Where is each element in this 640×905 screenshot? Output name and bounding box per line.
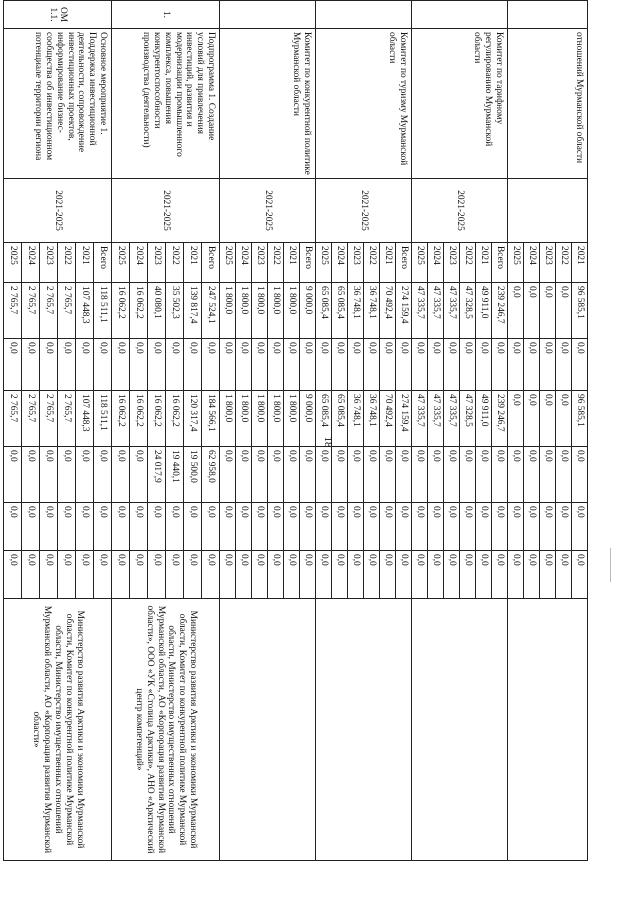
table-row (202, 1, 220, 861)
amount-cell: 0,0 (428, 503, 444, 551)
amount-cell: 1 800,0 (252, 283, 268, 339)
year-cell: 2025 (4, 243, 22, 283)
year-cell: 2021 (380, 243, 396, 283)
amount-cell: 0,0 (380, 339, 396, 391)
year-cell: 2023 (540, 243, 556, 283)
amount-cell: 0,0 (444, 551, 460, 599)
scan-artifact (610, 548, 611, 582)
row-number: 1. (112, 1, 220, 29)
row-period: 2021-2025 (220, 179, 316, 243)
amount-cell: 0,0 (202, 503, 220, 551)
row-number (220, 1, 316, 29)
amount-cell: 0,0 (40, 339, 58, 391)
amount-cell: 274 159,4 (396, 283, 412, 339)
amount-cell: 0,0 (428, 447, 444, 503)
amount-cell: 16 062,2 (148, 391, 166, 447)
amount-cell: 0,0 (252, 447, 268, 503)
year-cell: 2021 (284, 243, 300, 283)
amount-cell: 0,0 (166, 339, 184, 391)
amount-cell: 2 765,7 (40, 391, 58, 447)
amount-cell: 0,0 (332, 503, 348, 551)
amount-cell: 2 765,7 (40, 283, 58, 339)
amount-cell: 0,0 (94, 339, 112, 391)
amount-cell: 0,0 (460, 551, 476, 599)
amount-cell: 2 765,7 (4, 283, 22, 339)
amount-cell: 0,0 (524, 447, 540, 503)
amount-cell: 0,0 (492, 447, 508, 503)
amount-cell: 2 765,7 (58, 391, 76, 447)
amount-cell: 65 085,4 (316, 283, 332, 339)
amount-cell: 0,0 (396, 551, 412, 599)
amount-cell: 0,0 (556, 391, 572, 447)
amount-cell: 0,0 (112, 503, 130, 551)
amount-cell: 0,0 (40, 551, 58, 599)
year-cell: 2022 (166, 243, 184, 283)
amount-cell: 0,0 (316, 447, 332, 503)
row-name: Комитет по тарифному регулированию Мурманской области (412, 29, 508, 179)
amount-cell: 24 017,9 (148, 447, 166, 503)
amount-cell: 0,0 (476, 551, 492, 599)
amount-cell: 0,0 (348, 447, 364, 503)
amount-cell: 0,0 (284, 339, 300, 391)
row-number (316, 1, 412, 29)
year-cell: 2021 (184, 243, 202, 283)
amount-cell: 2 765,7 (58, 283, 76, 339)
amount-cell: 0,0 (476, 339, 492, 391)
amount-cell: 49 911,0 (476, 391, 492, 447)
amount-cell: 0,0 (76, 503, 94, 551)
amount-cell: 0,0 (252, 551, 268, 599)
table-row (572, 1, 588, 861)
row-number (412, 1, 508, 29)
year-cell: Всего (94, 243, 112, 283)
amount-cell: 0,0 (508, 339, 524, 391)
amount-cell: 47 328,5 (460, 391, 476, 447)
amount-cell: 70 492,4 (380, 391, 396, 447)
amount-cell: 49 911,0 (476, 283, 492, 339)
amount-cell: 0,0 (4, 551, 22, 599)
year-cell: 2025 (112, 243, 130, 283)
amount-cell: 0,0 (300, 447, 316, 503)
amount-cell: 0,0 (284, 447, 300, 503)
funding-table (3, 0, 588, 861)
amount-cell: 0,0 (540, 503, 556, 551)
amount-cell: 0,0 (540, 339, 556, 391)
amount-cell: 184 566,1 (202, 391, 220, 447)
amount-cell: 0,0 (364, 551, 380, 599)
page-number: 18 (322, 436, 334, 448)
amount-cell: 0,0 (58, 447, 76, 503)
amount-cell: 0,0 (396, 503, 412, 551)
amount-cell: 0,0 (22, 339, 40, 391)
amount-cell: 0,0 (540, 447, 556, 503)
amount-cell: 0,0 (76, 339, 94, 391)
amount-cell: 0,0 (76, 447, 94, 503)
amount-cell: 16 062,2 (130, 283, 148, 339)
row-name: Подпрограмма 1. Создание условий для привлечения инвестиций, развития и модернизации промышленного комплекса, повышения конкурентоспособности производства (деятельности) (112, 29, 220, 179)
amount-cell: 0,0 (316, 339, 332, 391)
amount-cell: 0,0 (4, 447, 22, 503)
amount-cell: 0,0 (332, 447, 348, 503)
amount-cell: 47 335,7 (444, 391, 460, 447)
amount-cell: 0,0 (428, 339, 444, 391)
amount-cell: 0,0 (556, 551, 572, 599)
amount-cell: 0,0 (202, 339, 220, 391)
amount-cell: 0,0 (412, 551, 428, 599)
row-name: отношений Мурманской области (508, 29, 588, 179)
amount-cell: 19 500,0 (184, 447, 202, 503)
amount-cell: 0,0 (524, 551, 540, 599)
amount-cell: 47 335,7 (444, 283, 460, 339)
amount-cell: 0,0 (396, 447, 412, 503)
rotated-page (3, 0, 588, 860)
amount-cell: 0,0 (184, 551, 202, 599)
amount-cell: 0,0 (572, 551, 588, 599)
amount-cell: 1 800,0 (284, 391, 300, 447)
amount-cell: 0,0 (130, 339, 148, 391)
amount-cell: 0,0 (412, 447, 428, 503)
row-period: 2021-2025 (112, 179, 220, 243)
amount-cell: 96 585,1 (572, 391, 588, 447)
amount-cell: 0,0 (540, 391, 556, 447)
year-cell: 2023 (252, 243, 268, 283)
amount-cell: 0,0 (220, 551, 236, 599)
year-cell: 2021 (476, 243, 492, 283)
amount-cell: 0,0 (4, 339, 22, 391)
table-row (396, 1, 412, 861)
amount-cell: 2 765,7 (22, 391, 40, 447)
year-cell: 2021 (572, 243, 588, 283)
amount-cell: 0,0 (184, 503, 202, 551)
amount-cell: 0,0 (492, 503, 508, 551)
year-cell: 2021 (76, 243, 94, 283)
amount-cell: 0,0 (112, 551, 130, 599)
amount-cell: 0,0 (332, 339, 348, 391)
amount-cell: 0,0 (508, 447, 524, 503)
amount-cell: 2 765,7 (22, 283, 40, 339)
amount-cell: 0,0 (364, 503, 380, 551)
amount-cell: 16 062,2 (166, 391, 184, 447)
amount-cell: 118 511,1 (94, 391, 112, 447)
amount-cell: 0,0 (380, 551, 396, 599)
amount-cell: 0,0 (220, 339, 236, 391)
year-cell: Всего (202, 243, 220, 283)
amount-cell: 35 502,3 (166, 283, 184, 339)
amount-cell: 0,0 (300, 339, 316, 391)
year-cell: 2023 (444, 243, 460, 283)
table-row (492, 1, 508, 861)
amount-cell: 1 800,0 (220, 391, 236, 447)
row-number (508, 1, 588, 29)
amount-cell: 0,0 (130, 551, 148, 599)
amount-cell: 0,0 (508, 283, 524, 339)
amount-cell: 0,0 (300, 503, 316, 551)
amount-cell: 0,0 (524, 391, 540, 447)
amount-cell: 0,0 (364, 447, 380, 503)
amount-cell: 0,0 (252, 503, 268, 551)
row-period: 2021-2025 (316, 179, 412, 243)
amount-cell: 1 800,0 (268, 391, 284, 447)
amount-cell: 0,0 (316, 551, 332, 599)
amount-cell: 2 765,7 (4, 391, 22, 447)
amount-cell: 0,0 (556, 447, 572, 503)
amount-cell: 0,0 (148, 503, 166, 551)
amount-cell: 16 062,2 (130, 391, 148, 447)
amount-cell: 0,0 (348, 503, 364, 551)
amount-cell: 0,0 (184, 339, 202, 391)
amount-cell: 0,0 (220, 447, 236, 503)
amount-cell: 107 448,3 (76, 391, 94, 447)
amount-cell: 47 328,5 (460, 283, 476, 339)
amount-cell: 0,0 (348, 339, 364, 391)
amount-cell: 0,0 (460, 339, 476, 391)
amount-cell: 0,0 (130, 447, 148, 503)
year-cell: 2022 (364, 243, 380, 283)
amount-cell: 0,0 (148, 339, 166, 391)
amount-cell: 0,0 (94, 503, 112, 551)
amount-cell: 65 085,4 (332, 283, 348, 339)
amount-cell: 0,0 (22, 447, 40, 503)
amount-cell: 16 062,2 (112, 391, 130, 447)
amount-cell: 0,0 (40, 503, 58, 551)
amount-cell: 0,0 (412, 503, 428, 551)
amount-cell: 0,0 (524, 503, 540, 551)
amount-cell: 0,0 (58, 339, 76, 391)
amount-cell: 1 800,0 (220, 283, 236, 339)
amount-cell: 47 335,7 (412, 283, 428, 339)
year-cell: 2024 (524, 243, 540, 283)
amount-cell: 0,0 (332, 551, 348, 599)
amount-cell: 239 246,7 (492, 283, 508, 339)
amount-cell: 0,0 (40, 447, 58, 503)
amount-cell: 0,0 (130, 503, 148, 551)
amount-cell: 0,0 (268, 339, 284, 391)
amount-cell: 0,0 (380, 503, 396, 551)
amount-cell: 0,0 (508, 551, 524, 599)
amount-cell: 0,0 (460, 447, 476, 503)
row-executors (508, 599, 588, 861)
amount-cell: 0,0 (492, 339, 508, 391)
year-cell: Всего (396, 243, 412, 283)
amount-cell: 0,0 (94, 551, 112, 599)
amount-cell: 0,0 (412, 339, 428, 391)
amount-cell: 36 748,1 (364, 391, 380, 447)
amount-cell: 0,0 (268, 551, 284, 599)
year-cell: 2024 (22, 243, 40, 283)
amount-cell: 0,0 (236, 339, 252, 391)
row-executors: Министерство развития Арктики и экономики Мурманской области, Комитет по конкурентной политике Мурманской области, Министерство имущественных отношений Мурманской области, АО «Корпорация развития Мурманской области», ООО «УК «Столица Арктики», АНО «Арктический центр компетенций» (112, 599, 220, 861)
amount-cell: 0,0 (556, 503, 572, 551)
amount-cell: 9 000,0 (300, 283, 316, 339)
amount-cell: 96 585,1 (572, 283, 588, 339)
amount-cell: 47 335,7 (428, 283, 444, 339)
amount-cell: 0,0 (236, 551, 252, 599)
amount-cell: 0,0 (348, 551, 364, 599)
amount-cell: 0,0 (540, 283, 556, 339)
amount-cell: 0,0 (524, 283, 540, 339)
year-cell: 2025 (508, 243, 524, 283)
amount-cell: 0,0 (380, 447, 396, 503)
amount-cell: 65 085,4 (316, 391, 332, 447)
amount-cell: 0,0 (508, 391, 524, 447)
year-cell: 2022 (268, 243, 284, 283)
amount-cell: 0,0 (572, 503, 588, 551)
year-cell: 2025 (412, 243, 428, 283)
amount-cell: 0,0 (58, 503, 76, 551)
amount-cell: 0,0 (22, 503, 40, 551)
amount-cell: 0,0 (508, 503, 524, 551)
row-number: ОМ 1.1. (4, 1, 112, 29)
amount-cell: 9 000,0 (300, 391, 316, 447)
amount-cell: 0,0 (94, 447, 112, 503)
table-row (94, 1, 112, 861)
row-executors (316, 599, 412, 861)
year-cell: 2024 (332, 243, 348, 283)
row-executors (220, 599, 316, 861)
year-cell: 2023 (148, 243, 166, 283)
amount-cell: 0,0 (572, 339, 588, 391)
amount-cell: 0,0 (220, 503, 236, 551)
amount-cell: 0,0 (202, 551, 220, 599)
amount-cell: 36 748,1 (348, 391, 364, 447)
amount-cell: 0,0 (148, 551, 166, 599)
amount-cell: 0,0 (4, 503, 22, 551)
amount-cell: 47 335,7 (428, 391, 444, 447)
amount-cell: 239 246,7 (492, 391, 508, 447)
row-executors: Министерство развития Арктики и экономики Мурманской области, Комитет по конкурентной политике Мурманской области, Министерство имущественных отношений Мурманской области, АО «Корпорация развития Мурманской области» (4, 599, 112, 861)
amount-cell: 0,0 (284, 551, 300, 599)
amount-cell: 0,0 (460, 503, 476, 551)
amount-cell: 274 159,4 (396, 391, 412, 447)
table-row (300, 1, 316, 861)
amount-cell: 0,0 (112, 339, 130, 391)
amount-cell: 0,0 (444, 503, 460, 551)
amount-cell: 0,0 (268, 447, 284, 503)
row-name: Комитет по туризму Мурманской области (316, 29, 412, 179)
amount-cell: 0,0 (556, 339, 572, 391)
amount-cell: 247 524,1 (202, 283, 220, 339)
amount-cell: 0,0 (476, 447, 492, 503)
amount-cell: 0,0 (166, 551, 184, 599)
amount-cell: 0,0 (428, 551, 444, 599)
year-cell: 2025 (316, 243, 332, 283)
year-cell: 2024 (236, 243, 252, 283)
amount-cell: 1 800,0 (284, 283, 300, 339)
year-cell: 2022 (460, 243, 476, 283)
amount-cell: 0,0 (556, 283, 572, 339)
row-period: 2021-2025 (412, 179, 508, 243)
amount-cell: 118 511,1 (94, 283, 112, 339)
amount-cell: 0,0 (572, 447, 588, 503)
amount-cell: 1 800,0 (268, 283, 284, 339)
row-name: Основное мероприятие 1. Поддержка инвестиционной деятельности, сопровождение инвестиционных проектов, информирование бизнес-сообщества об инвестиционном потенциале территории региона (4, 29, 112, 179)
year-cell: 2024 (130, 243, 148, 283)
row-period: 2021-2025 (4, 179, 112, 243)
year-cell: 2022 (556, 243, 572, 283)
amount-cell: 0,0 (236, 447, 252, 503)
amount-cell: 0,0 (444, 339, 460, 391)
amount-cell: 0,0 (76, 551, 94, 599)
amount-cell: 0,0 (396, 339, 412, 391)
amount-cell: 0,0 (58, 551, 76, 599)
year-cell: 2023 (348, 243, 364, 283)
amount-cell: 36 748,1 (364, 283, 380, 339)
amount-cell: 70 492,4 (380, 283, 396, 339)
amount-cell: 0,0 (166, 503, 184, 551)
row-executors (412, 599, 508, 861)
amount-cell: 0,0 (300, 551, 316, 599)
amount-cell: 16 062,2 (112, 283, 130, 339)
amount-cell: 47 335,7 (412, 391, 428, 447)
funding-table-body (4, 1, 588, 861)
amount-cell: 40 080,1 (148, 283, 166, 339)
amount-cell: 120 317,4 (184, 391, 202, 447)
year-cell: Всего (300, 243, 316, 283)
amount-cell: 19 440,1 (166, 447, 184, 503)
amount-cell: 0,0 (492, 551, 508, 599)
amount-cell: 0,0 (316, 503, 332, 551)
amount-cell: 36 748,1 (348, 283, 364, 339)
amount-cell: 62 958,0 (202, 447, 220, 503)
amount-cell: 0,0 (22, 551, 40, 599)
year-cell: 2024 (428, 243, 444, 283)
amount-cell: 0,0 (524, 339, 540, 391)
amount-cell: 0,0 (364, 339, 380, 391)
amount-cell: 1 800,0 (236, 283, 252, 339)
amount-cell: 1 800,0 (236, 391, 252, 447)
amount-cell: 0,0 (236, 503, 252, 551)
amount-cell: 107 448,3 (76, 283, 94, 339)
amount-cell: 0,0 (112, 447, 130, 503)
amount-cell: 0,0 (268, 503, 284, 551)
year-cell: 2023 (40, 243, 58, 283)
amount-cell: 139 817,4 (184, 283, 202, 339)
amount-cell: 1 800,0 (252, 391, 268, 447)
amount-cell: 65 085,4 (332, 391, 348, 447)
year-cell: 2025 (220, 243, 236, 283)
row-name: Комитет по конкурентной политике Мурманской области (220, 29, 316, 179)
amount-cell: 0,0 (284, 503, 300, 551)
year-cell: Всего (492, 243, 508, 283)
amount-cell: 0,0 (252, 339, 268, 391)
amount-cell: 0,0 (476, 503, 492, 551)
year-cell: 2022 (58, 243, 76, 283)
row-period (508, 179, 588, 243)
amount-cell: 0,0 (444, 447, 460, 503)
amount-cell: 0,0 (540, 551, 556, 599)
